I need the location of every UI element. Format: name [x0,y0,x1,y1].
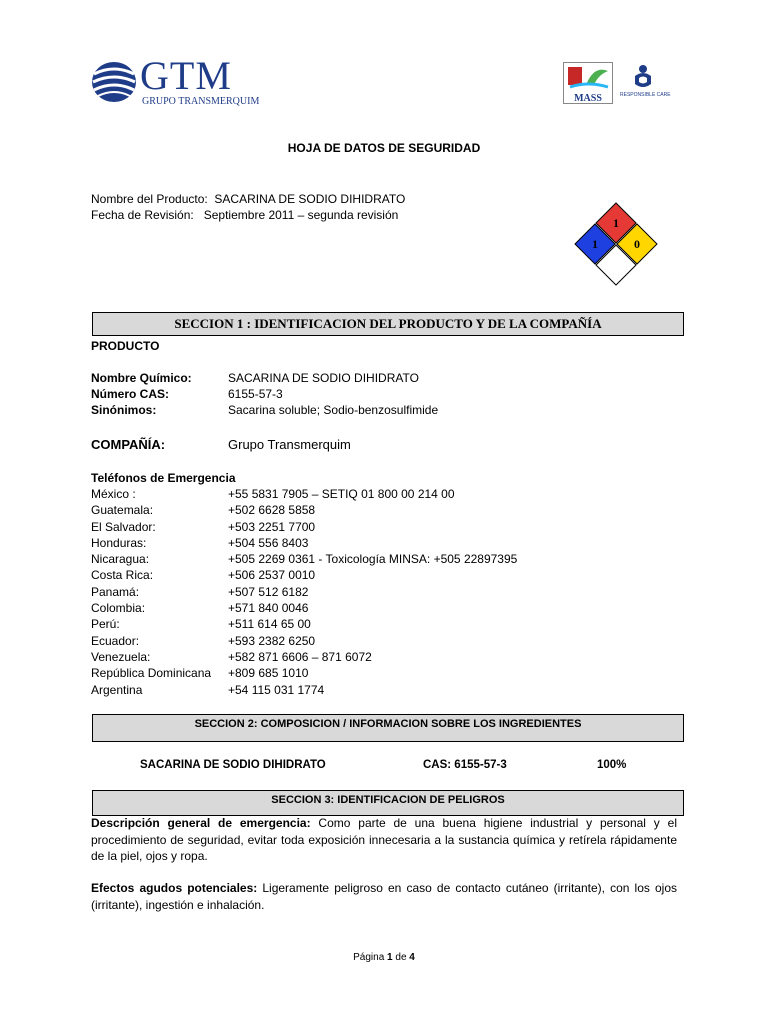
section-1-header: SECCION 1 : IDENTIFICACION DEL PRODUCTO Y DE LA COMPAÑÍA [92,312,684,336]
phone-country: El Salvador: [91,519,156,534]
list-item [0,665,768,681]
synonyms-value: Sacarina soluble; Sodio-benzosulfimide [228,403,439,417]
list-item [0,535,768,551]
list-item [0,551,768,567]
synonyms-label: Sinónimos: [91,403,157,417]
phone-number: +507 512 6182 [228,584,309,599]
emergency-phones-list [0,486,768,698]
phone-country: Guatemala: [91,503,154,518]
phone-number: +55 5831 7905 – SETIQ 01 800 00 214 00 [228,487,455,501]
cas-value: 6155-57-3 [228,387,283,401]
list-item [0,519,768,535]
list-item [0,600,768,616]
cas-label: Número CAS: [91,387,170,401]
phone-country: República Dominicana [91,666,212,681]
producto-heading: PRODUCTO [91,339,160,353]
product-name-value: SACARINA DE SODIO DIHIDRATO [214,192,406,206]
phone-number: +582 871 6606 – 871 6072 [228,649,372,664]
acute-effects [91,880,677,913]
nfpa-diamond-icon [574,202,658,286]
list-item [0,486,768,502]
of-word: de [395,952,407,963]
emergency-description-text: Como parte de una buena higiene industrial y personal y el procedimiento de seguridad, evitar toda exposición innecesaria a la sustancia química y retírela rápidamente de la piel, ojos y ropa. [91,816,677,863]
revision-value: Septiembre 2011 – segunda revisión [203,208,399,222]
phone-number: +511 614 65 00 [228,617,311,632]
section-3-header: SECCION 3: IDENTIFICACION DE PELIGROS [92,790,684,816]
phone-number: +593 2382 6250 [228,633,316,648]
company-row [0,437,768,453]
phone-country: Colombia: [91,601,146,616]
phone-country: México : [91,487,136,501]
company-label: COMPAÑÍA: [91,437,166,452]
page-word: Página [353,952,385,963]
gtm-logo [90,53,260,112]
phone-number: +502 6628 5858 [228,503,316,518]
phone-number: +54 115 031 1774 [228,682,325,697]
certification-logos [560,58,690,118]
acute-effects-label: Efectos agudos potenciales: [91,881,258,895]
list-item [0,649,768,665]
hand-leaf-icon [564,63,612,91]
chemical-name-label: Nombre Químico: [91,371,192,385]
emergency-phones-heading: Teléfonos de Emergencia [91,471,236,485]
nfpa-reactivity: 0 [634,237,640,251]
logo-text: GTM [140,53,232,98]
phone-number: +505 2269 0361 - Toxicología MINSA: +505 22897395 [228,552,518,567]
list-item [0,502,768,518]
emergency-description [91,815,677,865]
phone-country: Ecuador: [91,633,140,648]
responsible-care-icon [632,64,654,90]
chemical-name-value: SACARINA DE SODIO DIHIDRATO [228,371,419,385]
document-title: HOJA DE DATOS DE SEGURIDAD [287,141,481,155]
ingredient-cas: CAS: 6155-57-3 [423,759,507,771]
phone-number: +809 685 1010 [228,666,309,681]
list-item [0,633,768,649]
product-name-label: Nombre del Producto: [91,192,208,206]
page-number: 1 [387,952,393,963]
phone-country: Costa Rica: [91,568,154,583]
nfpa-flammability: 1 [613,216,619,230]
revision-date-line [91,207,398,223]
logo-subtitle: GRUPO TRANSMERQUIM [142,96,260,107]
phone-number: +503 2251 7700 [228,519,316,534]
ingredient-name: SACARINA DE SODIO DIHIDRATO [140,759,326,771]
section-2-header: SECCION 2: COMPOSICION / INFORMACION SOBRE LOS INGREDIENTES [92,714,684,742]
phone-country: Honduras: [91,535,147,550]
phone-country: Argentina [91,682,143,697]
list-item [0,682,768,698]
list-item [0,567,768,583]
synonyms-row [0,402,768,418]
phone-country: Perú: [91,617,120,632]
emergency-description-label: Descripción general de emergencia: [91,816,311,830]
phone-number: +504 556 8403 [228,535,309,550]
phone-number: +571 840 0046 [228,601,309,616]
acute-effects-text: Ligeramente peligroso en caso de contacto cutáneo (irritante), con los ojos (irritante), ingestión e inhalación. [91,881,678,912]
list-item [0,616,768,632]
total-pages: 4 [409,952,415,963]
ingredient-percent: 100% [597,759,627,771]
product-name-line [91,191,405,207]
phone-country: Venezuela: [91,649,151,664]
list-item [0,584,768,600]
mass-label: MASS [574,93,602,104]
page-footer [0,952,768,963]
responsible-care-label: RESPONSIBLE CARE [620,92,671,98]
company-value: Grupo Transmerquim [228,437,351,452]
chemical-name-row [0,370,768,386]
nfpa-health: 1 [592,237,598,251]
phone-country: Panamá: [91,584,140,599]
revision-label: Fecha de Revisión: [91,208,194,222]
cas-row [0,386,768,402]
mass-logo [563,62,613,104]
phone-country: Nicaragua: [91,552,150,567]
phone-number: +506 2537 0010 [228,568,316,583]
globe-icon [90,60,138,104]
